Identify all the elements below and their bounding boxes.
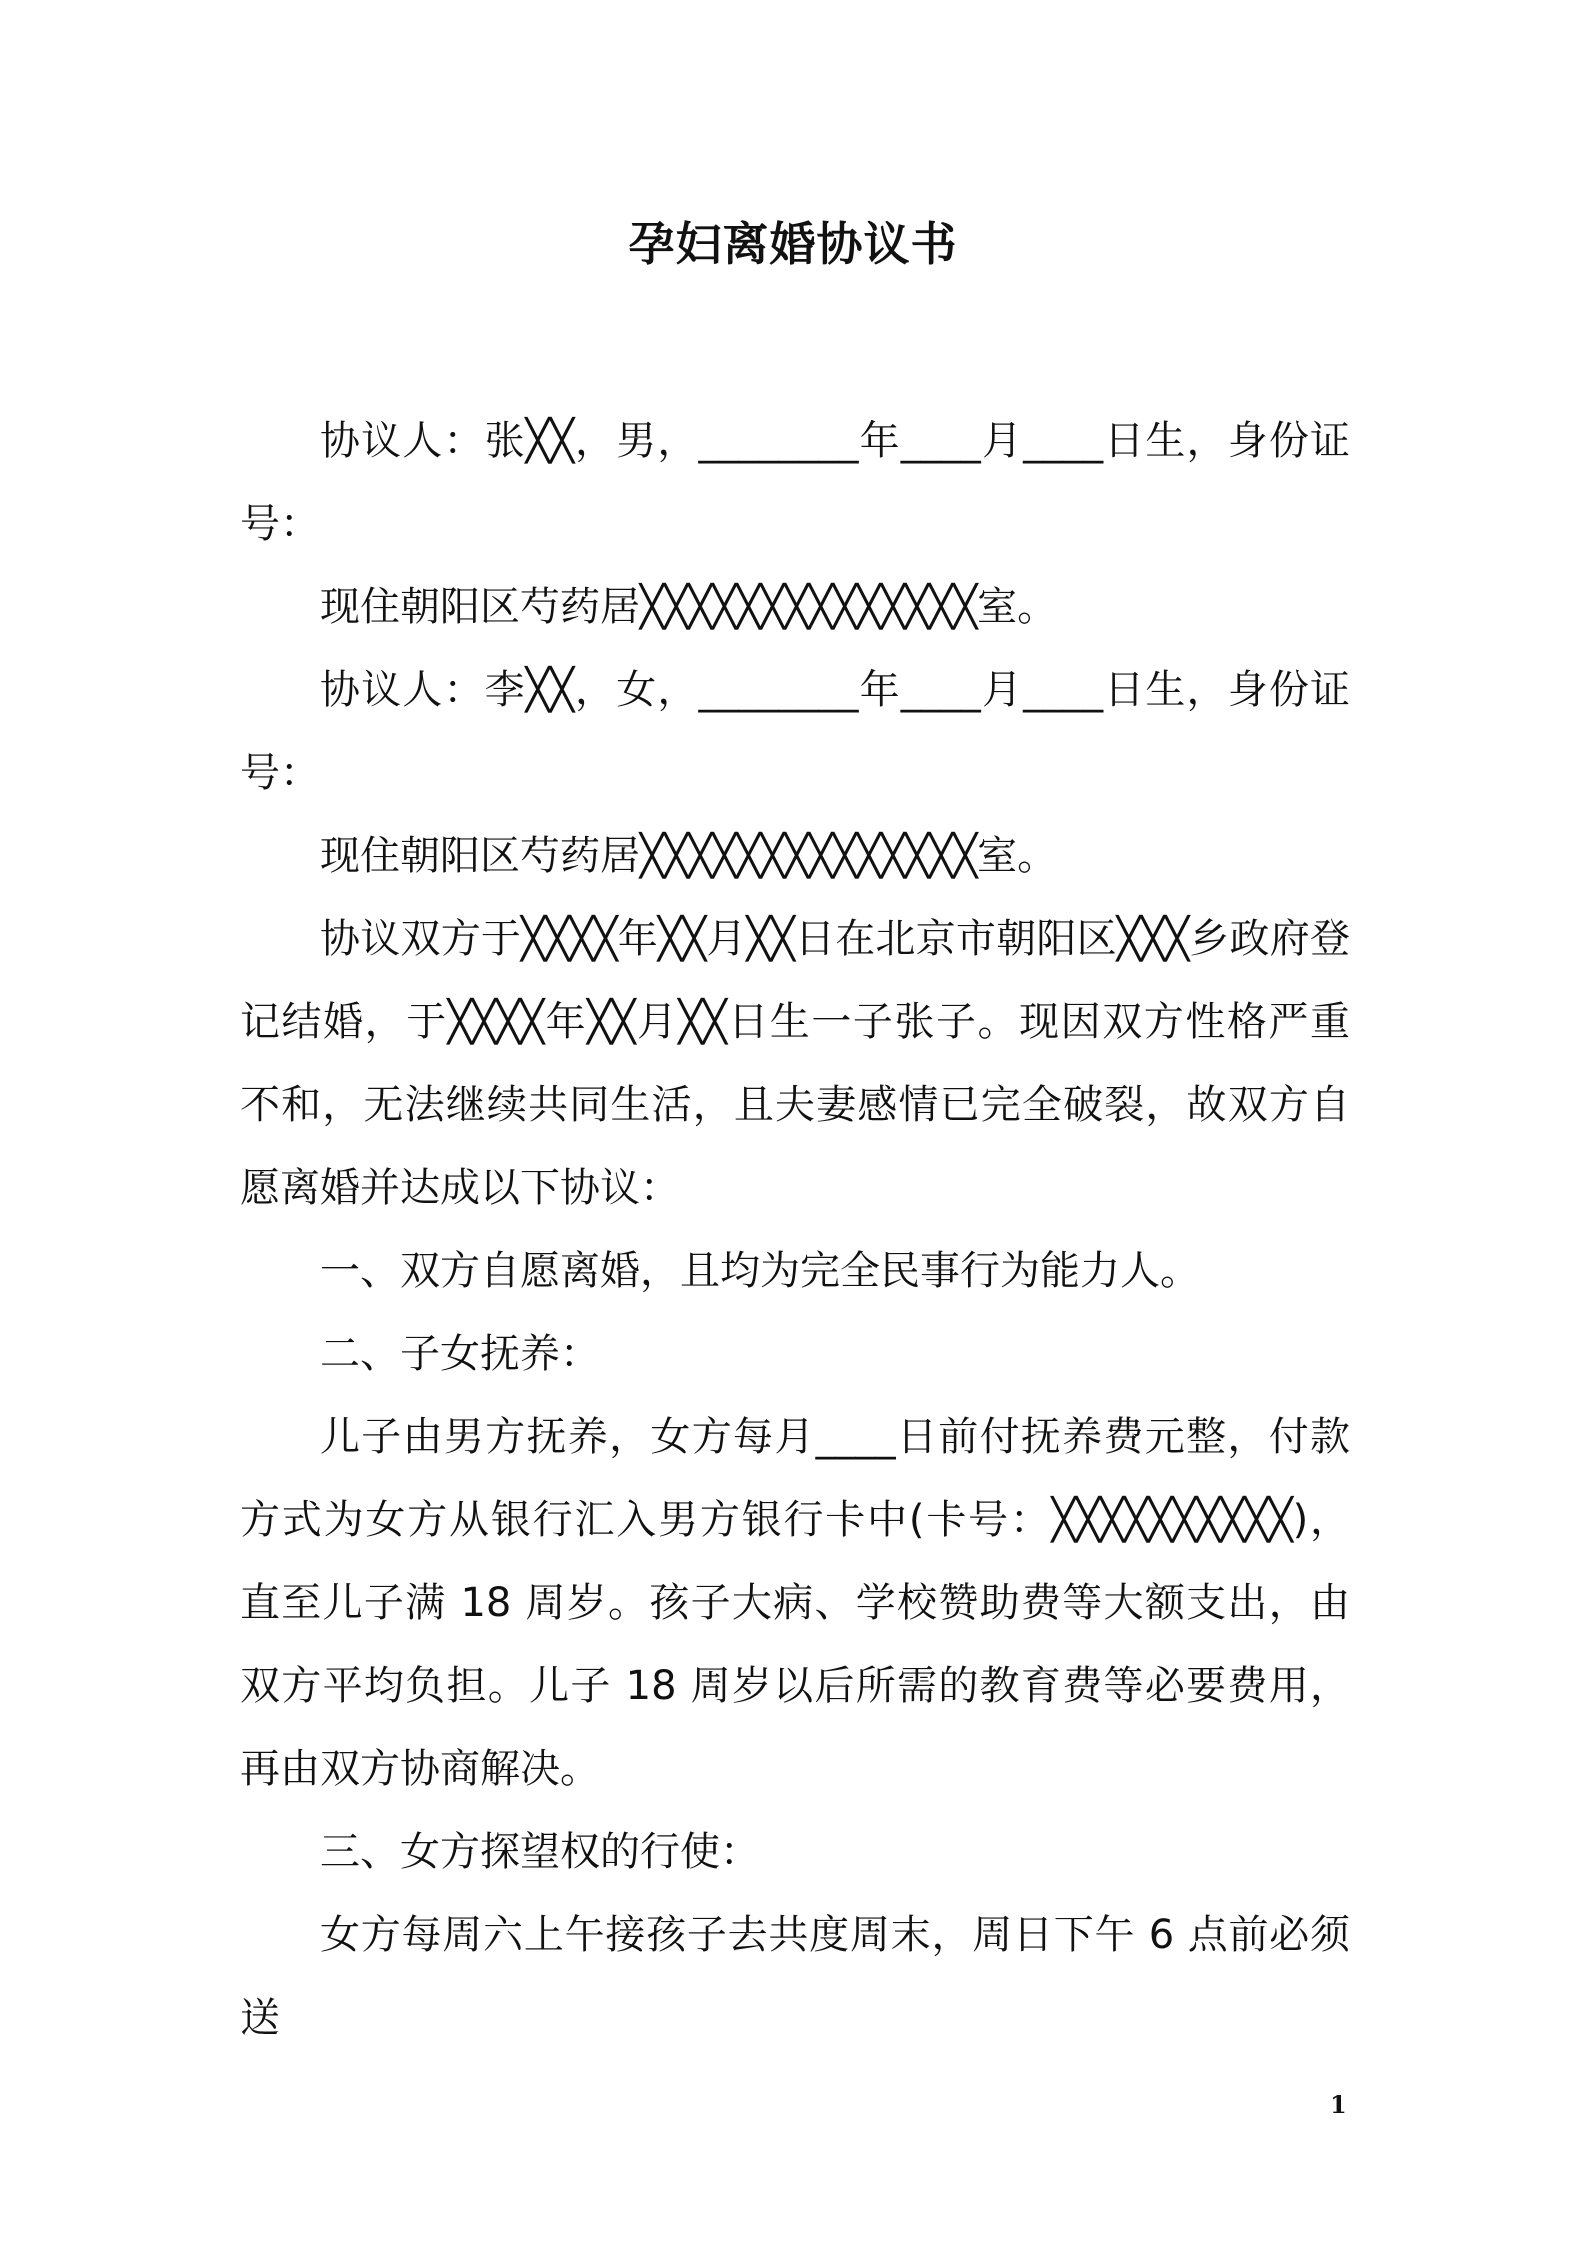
document-body <box>240 400 1350 2060</box>
paragraph-party-male: 协议人：张╳╳，男，________年____月____日生，身份证号： <box>240 418 1350 547</box>
paragraph-address-female: 现住朝阳区芍药居╳╳╳╳╳╳╳╳╳╳╳╳╳╳室。 <box>320 833 1058 879</box>
paragraph-clause-3-heading: 三、女方探望权的行使： <box>320 1829 760 1875</box>
paragraph-marriage-background: 协议双方于╳╳╳╳年╳╳月╳╳日在北京市朝阳区╳╳╳乡政府登记结婚，于╳╳╳╳年╳╳月╳╳日生一子张子。现因双方性格严重不和，无法继续共同生活，且夫妻感情已完全破裂，故双方自愿离婚并达成以下协议： <box>240 916 1350 1211</box>
paragraph-address-male: 现住朝阳区芍药居╳╳╳╳╳╳╳╳╳╳╳╳╳╳室。 <box>320 584 1058 630</box>
paragraph-visitation: 女方每周六上午接孩子去共度周末，周日下午 6 点前必须送 <box>240 1912 1350 2041</box>
page-number: 1 <box>1330 2090 1347 2119</box>
paragraph-clause-2-heading: 二、子女抚养： <box>320 1331 600 1377</box>
paragraph-clause-1: 一、双方自愿离婚，且均为完全民事行为能力人。 <box>320 1248 1200 1294</box>
document-title: 孕妇离婚协议书 <box>628 217 958 271</box>
paragraph-child-support: 儿子由男方抚养，女方每月____日前付抚养费元整，付款方式为女方从银行汇入男方银行卡中(卡号：╳╳╳╳╳╳╳╳╳╳)，直至儿子满 18 周岁。孩子大病、学校赞助费等大额支出，由双方平均负担。儿子 18 周岁以后所需的教育费等必要费用，再由双方协商解决。 <box>240 1414 1350 1792</box>
paragraph-party-female: 协议人：李╳╳，女，________年____月____日生，身份证号： <box>240 667 1350 796</box>
